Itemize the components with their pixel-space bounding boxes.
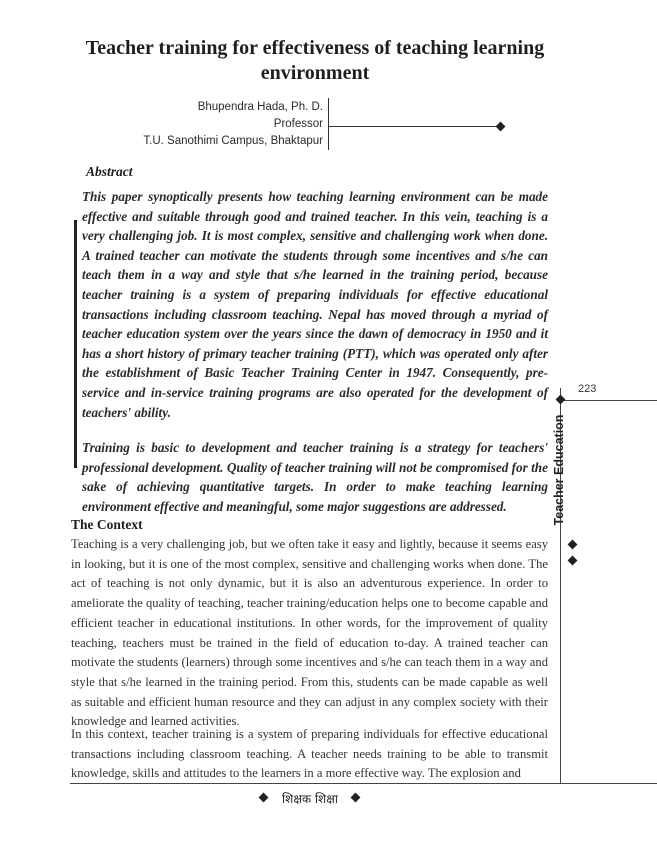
author-affiliation: T.U. Sanothimi Campus, Bhaktapur [143, 135, 323, 147]
abstract-paragraph-2: Training is basic to development and teacher training is a strategy for teachers' professional development. Quality of teacher training will not be compromised for the sake of achieving quantitative targets. In order to make teaching learning environment effective and meaningful, some major suggestions are addressed. [82, 440, 548, 514]
footer-journal-name: शिक्षक शिक्षा [282, 792, 338, 806]
context-paragraph-1: Teaching is a very challenging job, but we often take it easy and lightly, because it seems easy in looking, but it is one of the most complex, sensitive and challenging works when done. The act of teaching is not only dynamic, but it is also an adventurous experience. In order to ameliorate the quality of teaching, teacher training/education helps one to become capable and efficient teacher in educational institutions. In other words, for the improvement of quality teaching, teachers must be trained in the field of education to-day. A trained teacher can motivate the students (learners) through some incentives and s/he can teach them in a way and style that s/he learned in the training period. From this, students can be made capable as well as suitable and efficient human resource and they can adjust in any complex society with their knowledge and learned activities. [71, 537, 548, 729]
abstract-side-bar [74, 220, 77, 468]
margin-rule-horizontal [560, 400, 657, 401]
author-name: Bhupendra Hada, Ph. D. [197, 101, 323, 113]
journal-side-label: Teacher Education [552, 414, 566, 526]
footer-rule [70, 783, 657, 784]
paper-title: Teacher training for effectiveness of teaching learning environment [85, 37, 545, 84]
abstract-heading: Abstract [86, 164, 133, 179]
abstract-paragraph-1: This paper synoptically presents how teaching learning environment can be made effective and suitable through good and trained teacher. In this vein, teaching is a very challenging job. It is most complex, sensitive and challenging work when done. A trained teacher can motivate the students through some incentives and s/he can teach them in a way and style that s/he learned in the training period, because teacher training is a system of preparing individuals for effective educational transactions including classroom teaching. Nepal has moved through a myriad of teacher education system over the years since the dawn of democracy in 1950 and it has a short history of primary teacher training (PTT), which was operated only after the establishment of Basic Teacher Training Center in 1947. Consequently, pre-service and in-service training programs are also operated for the development of teachers' ability. [82, 189, 548, 420]
diamond-bullet-icon [568, 556, 578, 566]
context-paragraph-2: In this context, teacher training is a system of preparing individuals for effective educational transactions including classroom teaching. A teacher needs training to be able to transmit knowledge, skills and attitudes to the learners in a more effective way. The explosion and [71, 727, 548, 781]
diamond-bullet-icon [568, 540, 578, 550]
author-divider-vertical [328, 98, 329, 150]
page-number: 223 [578, 383, 597, 395]
author-divider-horizontal [328, 126, 500, 127]
author-position: Professor [273, 118, 323, 130]
diamond-bullet-icon [496, 122, 506, 132]
author-block [140, 99, 323, 150]
section-heading-context: The Context [71, 517, 143, 532]
